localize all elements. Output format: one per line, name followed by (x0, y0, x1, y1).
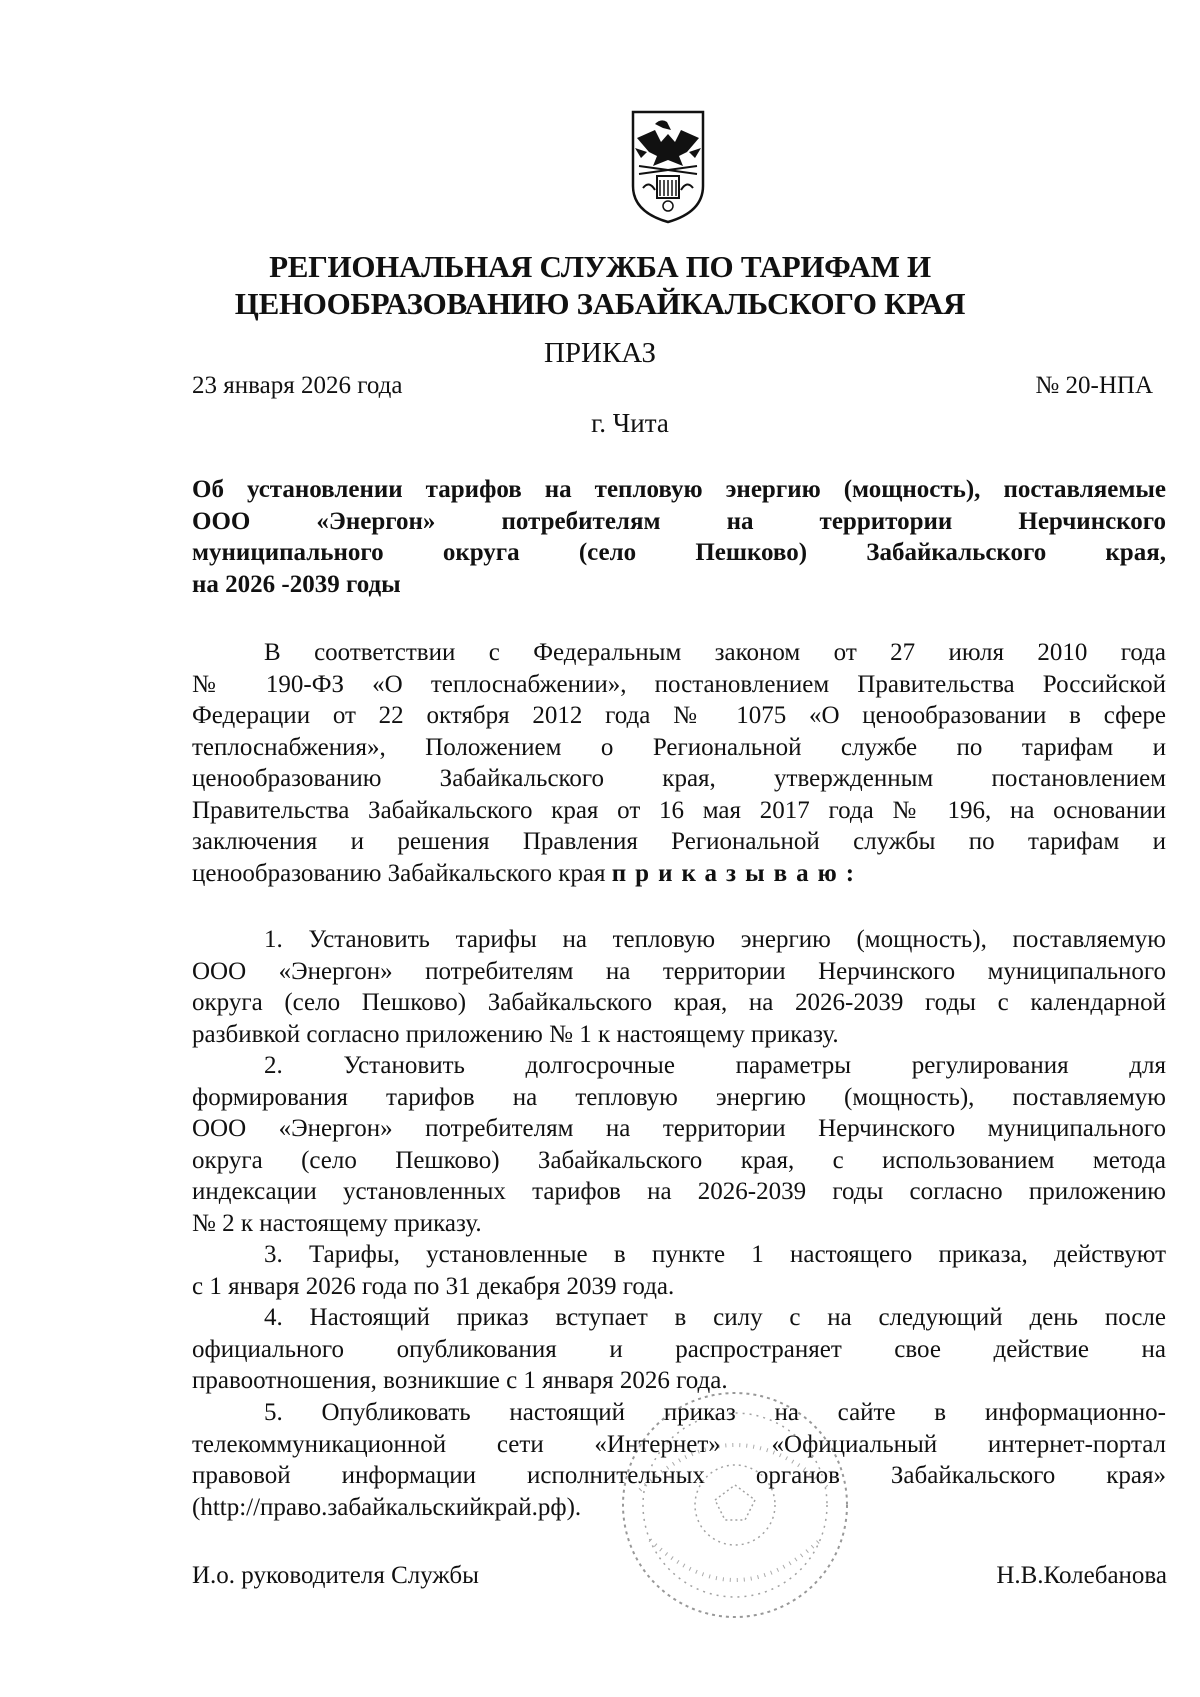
title-line: ООО «Энергон» потребителям на территории Нерчинского (192, 507, 1166, 535)
doc-type: ПРИКАЗ (543, 337, 657, 369)
doc-date: 23 января 2026 года (192, 372, 403, 399)
doc-title (192, 474, 1166, 600)
preamble-line: ценообразованию Забайкальского края (192, 859, 606, 887)
preamble-line: Правительства Забайкальского края от 16 мая 2017 года № 196, на основании (192, 796, 1166, 824)
preamble-line: В соответствии с Федеральным законом от 27 июля 2010 года (264, 639, 1166, 666)
item-1 (192, 924, 1166, 1050)
item-line: индексации установленных тарифов на 2026-2039 годы согласно приложению (192, 1178, 1166, 1205)
signature-position: И.о. руководителя Службы (192, 1562, 479, 1589)
item-line: 4. Настоящий приказ вступает в силу с на следующий день после (264, 1304, 1166, 1331)
title-line: муниципального округа (село Пешково) Забайкальского края, (192, 539, 1166, 566)
order-word: приказываю: (611, 859, 864, 887)
org-title-line-1: РЕГИОНАЛЬНАЯ СЛУЖБА ПО ТАРИФАМ И (269, 249, 931, 284)
item-line: округа (село Пешково) Забайкальского края, с использованием метода (192, 1146, 1166, 1174)
item-line: формирования тарифов на тепловую энергию (мощность), поставляемую (192, 1083, 1166, 1111)
item-line: ООО «Энергон» потребителям на территории Нерчинского муниципального (192, 957, 1166, 985)
item-line: (http://право.забайкальскийкрай.рф). (192, 1493, 582, 1521)
item-line: 5. Опубликовать настоящий приказ на сайте в информационно- (264, 1399, 1166, 1426)
item-line: № 2 к настоящему приказу. (192, 1209, 482, 1237)
official-seal-icon (610, 1380, 860, 1630)
item-2 (192, 1050, 1166, 1239)
coat-of-arms-icon (627, 108, 709, 226)
signature-name: Н.В.Колебанова (996, 1562, 1167, 1589)
preamble-line: заключения и решения Правления Региональной службы по тарифам и (192, 828, 1166, 855)
item-3 (192, 1239, 1166, 1302)
org-title-line-2: ЦЕНООБРАЗОВАНИЮ ЗАБАЙКАЛЬСКОГО КРАЯ (234, 286, 966, 321)
preamble-line: теплоснабжения», Положением о Региональной службе по тарифам и (192, 733, 1166, 761)
item-line: ООО «Энергон» потребителям на территории Нерчинского муниципального (192, 1115, 1166, 1142)
preamble-last-line (192, 858, 1166, 890)
item-line: округа (село Пешково) Забайкальского края, на 2026-2039 годы с календарной (192, 989, 1166, 1016)
preamble-line: ценообразованию Забайкальского края, утвержденным постановлением (192, 765, 1166, 792)
item-line: правовой информации исполнительных органов Забайкальского края» (192, 1462, 1166, 1489)
item-line: правоотношения, возникшие с 1 января 2026 года. (192, 1367, 728, 1394)
title-line: на 2026 -2039 годы (192, 570, 401, 598)
item-line: официального опубликования и распространяет свое действие на (192, 1335, 1166, 1363)
item-line: 1. Установить тарифы на тепловую энергию (мощность), поставляемую (264, 926, 1166, 953)
item-line: телекоммуникационной сети «Интернет» «Официальный интернет-портал (192, 1430, 1166, 1458)
item-line: с 1 января 2026 года по 31 декабря 2039 года. (192, 1272, 675, 1300)
doc-city: г. Чита (591, 408, 669, 438)
item-line: 2. Установить долгосрочные параметры регулирования для (264, 1052, 1166, 1079)
title-line: Об установлении тарифов на тепловую энергию (мощность), поставляемые (192, 476, 1166, 503)
preamble-line: № 190-ФЗ «О теплоснабжении», постановлением Правительства Российской (192, 670, 1166, 698)
item-line: 3. Тарифы, установленные в пункте 1 настоящего приказа, действуют (264, 1241, 1166, 1268)
preamble-line: Федерации от 22 октября 2012 года № 1075 «О ценообразовании в сфере (192, 702, 1166, 729)
doc-number: № 20-НПА (1035, 372, 1153, 399)
preamble (192, 637, 1166, 889)
item-line: разбивкой согласно приложению № 1 к настоящему приказу. (192, 1020, 839, 1048)
